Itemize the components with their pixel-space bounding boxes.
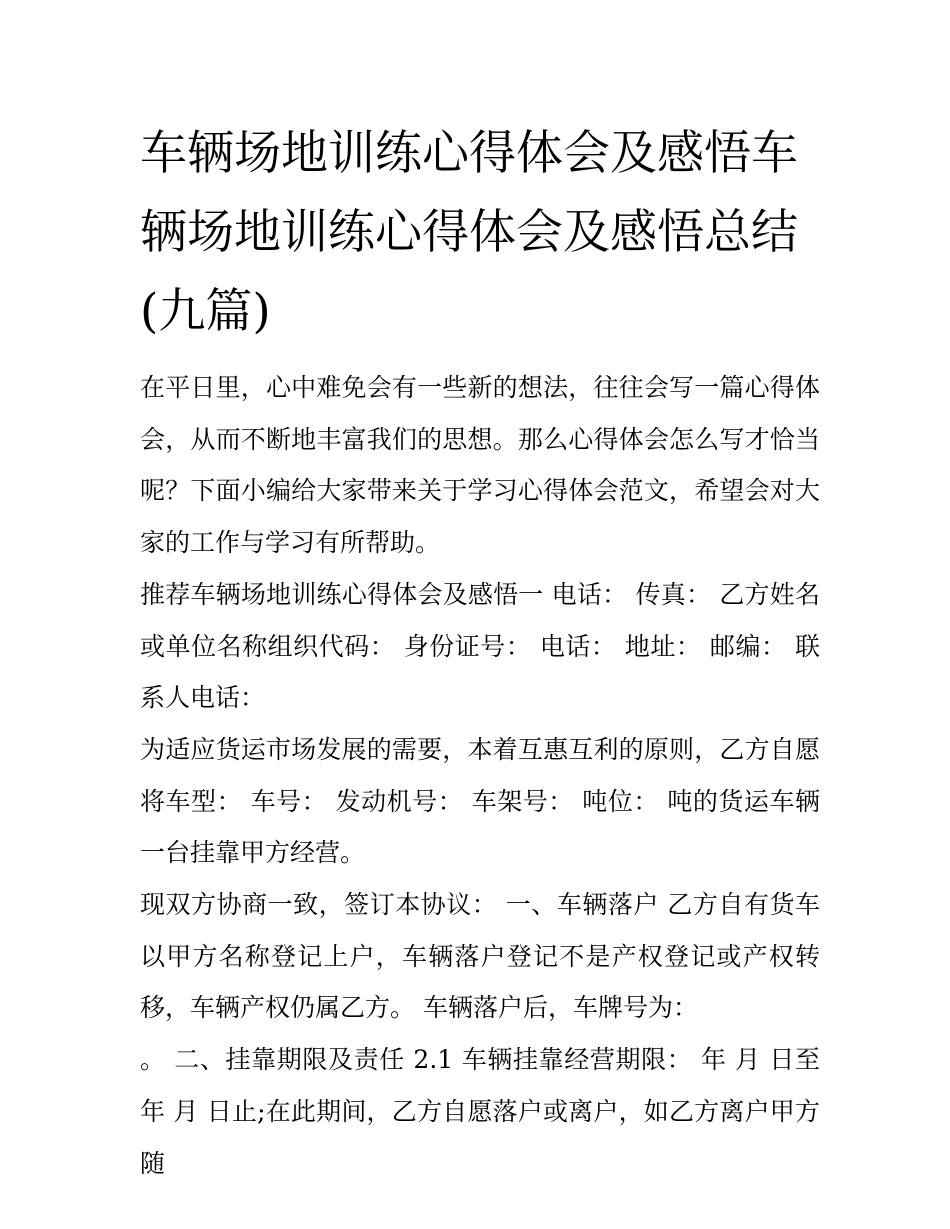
paragraph-intro: 在平日里，心中难免会有一些新的想法，往往会写一篇心得体会，从而不断地丰富我们的思想。那么心得体会怎么写才恰当呢？下面小编给大家带来关于学习心得体会范文，希望会对大家的工作与学习有所帮助。 bbox=[140, 373, 820, 558]
paragraph-contact-info: 推荐车辆场地训练心得体会及感悟一 电话： 传真： 乙方姓名或单位名称组织代码： 身份证号： 电话： 地址： 邮编： 联系人电话： bbox=[140, 579, 820, 713]
paragraph-agreement-section-1: 现双方协商一致，签订本协议： 一、车辆落户 乙方自有货车以甲方名称登记上户，车辆落户登记不是产权登记或产权转移，车辆产权仍属乙方。 车辆落户后，车牌号为： bbox=[140, 890, 820, 1023]
paragraph-vehicle-info: 为适应货运市场发展的需要，本着互惠互利的原则，乙方自愿将车型： 车号： 发动机号： 车架号： 吨位： 吨的货运车辆一台挂靠甲方经营。 bbox=[140, 734, 820, 868]
document-body bbox=[140, 362, 820, 1189]
paragraph-agreement-section-2: 。 二、挂靠期限及责任 2.1 车辆挂靠经营期限： 年 月 日至 年 月 日止;在此期间，乙方自愿落户或离户，如乙方离户甲方随 bbox=[140, 1045, 820, 1178]
document-title: 车辆场地训练心得体会及感悟车辆场地训练心得体会及感悟总结(九篇) bbox=[140, 126, 798, 339]
document-page bbox=[140, 114, 820, 1189]
